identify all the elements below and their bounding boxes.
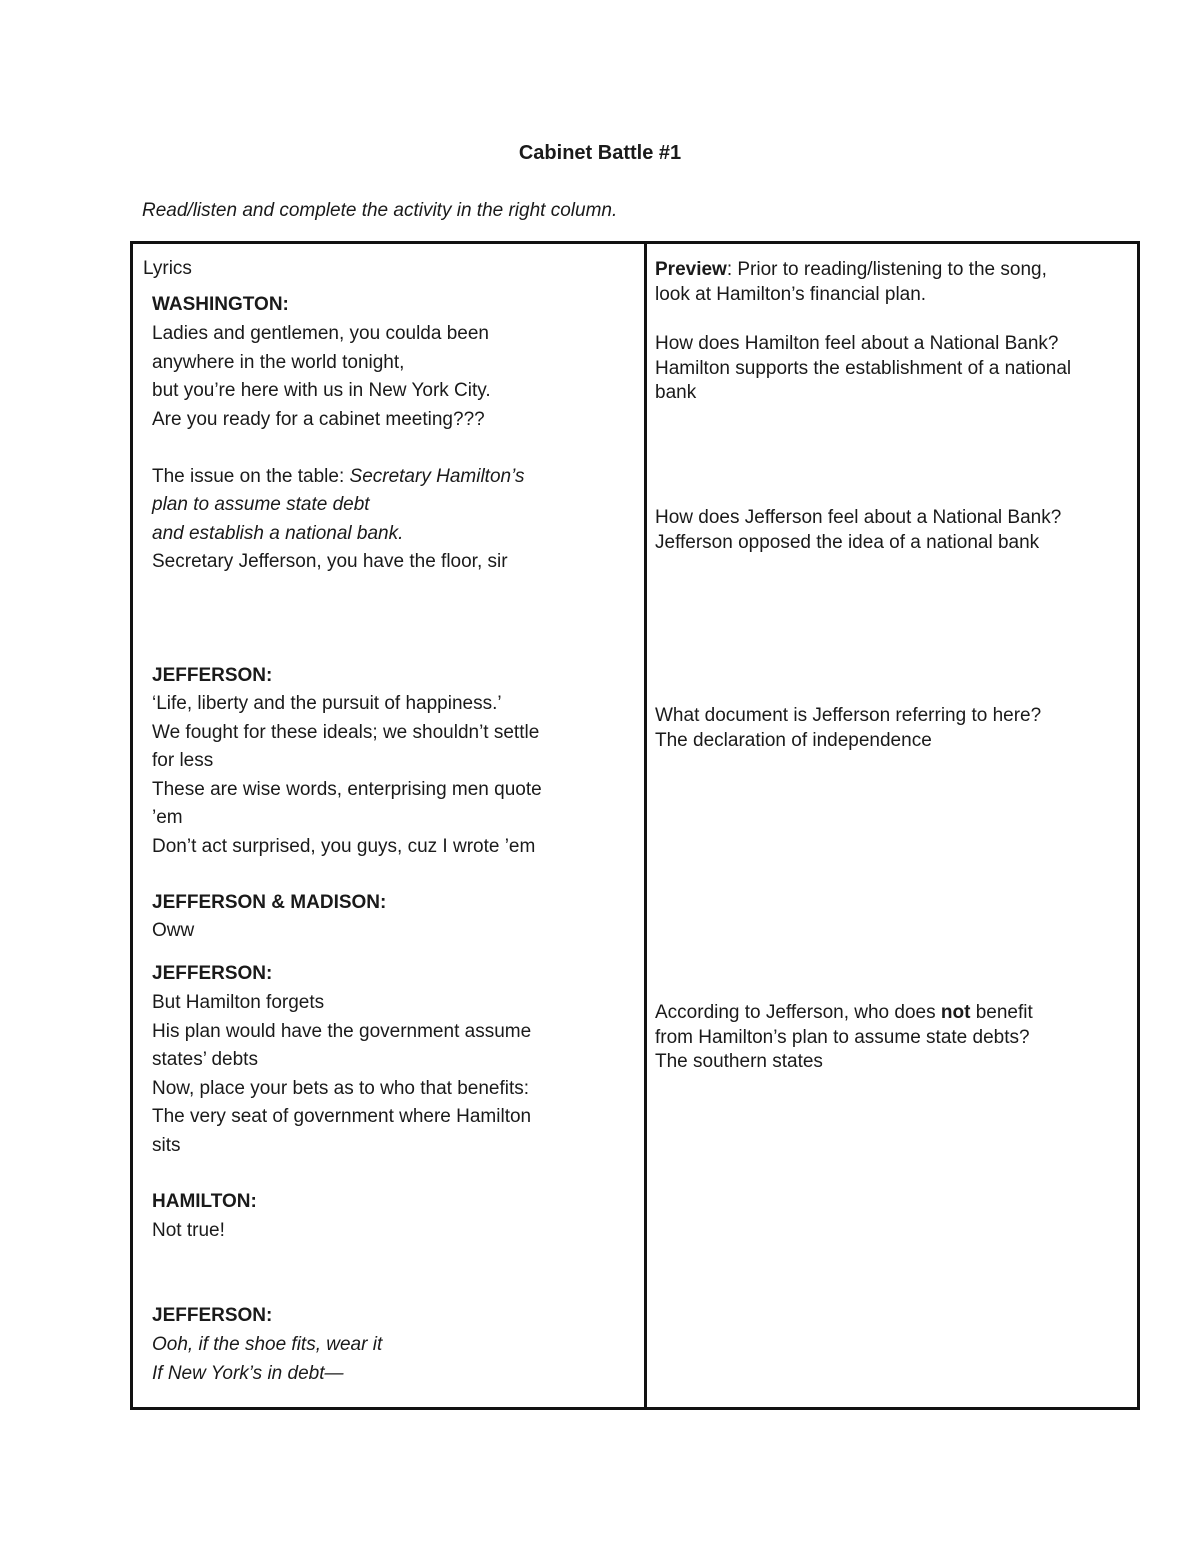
lyrics-header: Lyrics [143,258,192,279]
answer-text: Jefferson opposed the idea of a national bank [655,531,1040,553]
lyric-line: We fought for these ideals; we shouldn’t settle [152,721,540,743]
question-text: from Hamilton’s plan to assume state debts? [655,1026,1030,1048]
question-text: What document is Jefferson referring to here? [655,705,1042,726]
speaker-jefferson-3: JEFFERSON: [152,1305,273,1326]
column-divider [644,244,647,1407]
instructions: Read/listen and complete the activity in the right column. [142,200,618,221]
speaker-washington: WASHINGTON: [152,294,289,315]
question-2 [655,506,1135,555]
lyric-line: ‘Life, liberty and the pursuit of happiness.’ [152,693,502,714]
lyric-line: plan to assume state debt [152,494,370,515]
answer-text: The declaration of independence [655,729,932,751]
question-text: How does Hamilton feel about a National Bank? [655,333,1059,354]
question-text: According to Jefferson, who does not benefit [655,1002,1033,1023]
lyric-line: states’ debts [152,1049,258,1070]
question-4 [655,1001,1135,1075]
lyric-line: The very seat of government where Hamilton [152,1106,532,1127]
jefferson-3-lines [152,1331,622,1388]
lyric-line: and establish a national bank. [152,522,404,544]
lyric-line: Now, place your bets as to who that benefits: [152,1077,530,1099]
lyric-line: Don’t act surprised, you guys, cuz I wrote ’em [152,835,536,857]
lyric-line: Not true! [152,1220,225,1241]
speaker-hamilton: HAMILTON: [152,1191,257,1212]
preview-block: Preview: Prior to reading/listening to the song, look at Hamilton’s financial plan. [655,259,1047,305]
lyric-line: But Hamilton forgets [152,992,325,1013]
lyric-line: Are you ready for a cabinet meeting??? [152,408,485,430]
preview-label: Preview [655,259,727,280]
washington-lines [152,320,622,577]
lyric-line: anywhere in the world tonight, [152,351,405,373]
lyric-line: The issue on the table: Secretary Hamilton’s [152,465,525,487]
lyric-line: If New York’s in debt— [152,1362,344,1384]
speaker-jefferson-1: JEFFERSON: [152,665,273,686]
lyric-line: His plan would have the government assume [152,1020,532,1042]
jm-lines [152,917,622,946]
page-title: Cabinet Battle #1 [518,142,682,164]
hamilton-lines [152,1217,622,1246]
lyric-line: Oww [152,920,195,941]
lyric-line: but you’re here with us in New York City. [152,380,491,401]
lyric-line: for less [152,750,214,771]
answer-text: bank [655,382,697,403]
answer-text: The southern states [655,1051,823,1072]
lyric-line: Ooh, if the shoe fits, wear it [152,1334,383,1355]
question-text: How does Jefferson feel about a National Bank? [655,507,1062,528]
jefferson-1-lines [152,690,622,861]
speaker-jefferson-madison: JEFFERSON & MADISON: [152,892,387,913]
lyric-line: ’em [152,807,183,828]
question-1 [655,332,1135,406]
lyric-line: Ladies and gentlemen, you coulda been [152,323,489,344]
lyric-line: sits [152,1134,181,1156]
answer-text: Hamilton supports the establishment of a national [655,357,1072,379]
lyric-line: These are wise words, enterprising men quote [152,778,542,800]
speaker-jefferson-2: JEFFERSON: [152,963,273,984]
activity-table [130,241,1140,1410]
lyric-line: Secretary Jefferson, you have the floor, sir [152,551,508,572]
jefferson-2-lines [152,989,622,1160]
question-3 [655,704,1135,753]
